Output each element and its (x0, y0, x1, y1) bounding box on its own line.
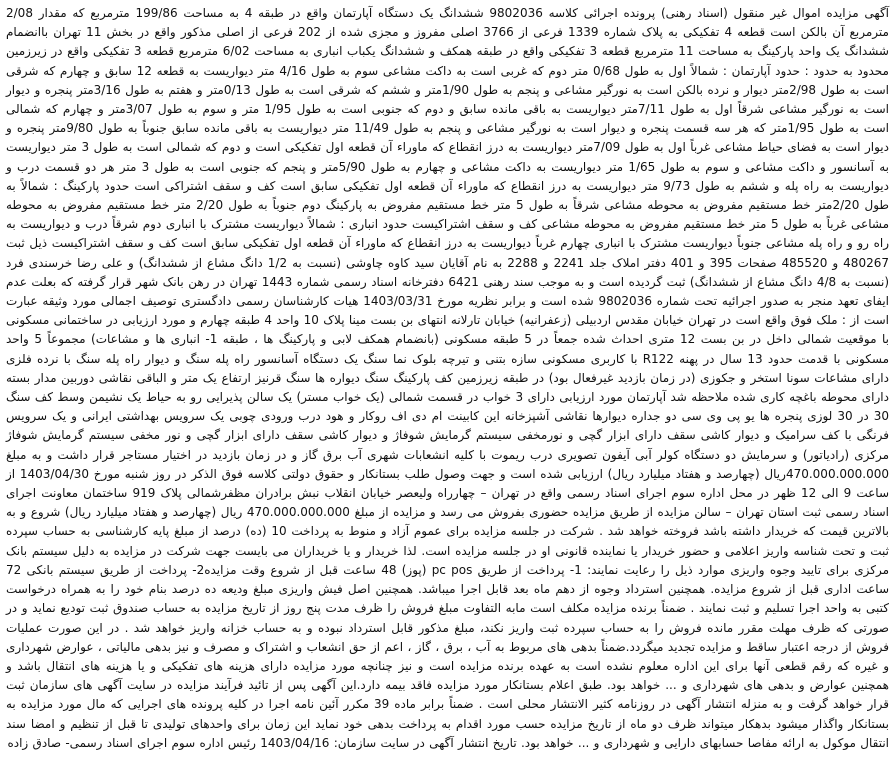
notice-body-text: آگهی مزایده اموال غیر منقول (اسناد رهنی) پرونده اجرائی کلاسه 9802036 ششدانگ یک دستگاه آپارتمان واقع در طبقه 4 به مساحت 199/86 مترمربع که مقدار 2/08 مترمربع آن بالکن است قطعه 4 تفکیکی به پلاک شماره 1339 فرعی از 3766 اصلی مفروز و مجزی شده از 202 فرعی از اصلی مذکور واقع در بخش 11 تهران باانضمام ششدانگ یک واحد پارکینگ به مساحت 11 مترمربع قطعه 3 تفکیکی واقع در طبقه همکف و ششدانگ یکباب انباری به مساحت 6/02 مترمربع قطعه 3 تفکیکی واقع در زیرزمین محدود به حدود : حدود آپارتمان : شمالاً اول به طول 0/68 متر دوم که غربی است به داکت مشاعی سوم به طول 4/16 متر دیواریست به قطعه 12 سابق و چهارم که شرقی است به طول 2/98متر دیوار و نرده بالکن است به نورگیر مشاعی و پنجم به طول 1/90متر و ششم که شرقی است به طول 0/13متر و هفتم به طول 3/16متر پنجره و دیوار است به نورگیر مشاعی شرقاً اول به طول 7/11متر دیواریست به باقی مانده سابق و دوم که جنوبی است به طول 1/95 متر و سوم به طول 3/07متر و چهارم که شمالی است به طول 1/95متر که هر سه قسمت پنجره و دیوار است به نورگیر مشاعی و پنجم به طول 11/49 متر دیواریست به باقی مانده سابق جنوباً به طول 9/80متر پنجره و دیوار است به فضای حیاط مشاعی غرباً اول به طول 7/09متر دیواریست به درز انقطاع که ماوراء آن قطعه اول تفکیکی است و دوم که شمالی است به طول 3 متر دیواریست به آسانسور و داکت مشاعی و سوم به طول 1/65 متر دیواریست به داکت مشاعی و چهارم به طول 5/90متر و پنجم که جنوبی است به طول 3 متر هر دو قسمت درب و دیواریست به راه پله و ششم به طول 9/73 متر دیواریست به درز انقطاع که ماوراء آن قطعه اول تفکیکی سابق است کف و سقف اشتراکی است حدود پارکینگ : شمالاً به طول 2/20متر خط مستقیم مفروض به محوطه مشاعی شرقاً به طول 5 متر خط مستقیم مفروض به پارکینگ دوم جنوباً به طول 2/20 متر خط مستقیم مفروض به محوطه مشاعی غرباً به طول 5 متر خط مستقیم مفروض به محوطه مشاعی کف و سقف اشتراکیست حدود انباری : شمالاً دیواریست مشترک با انباری دوم شرقاً درب و دیواریست به راه رو و راه پله مشاعی جنوباً دیواریست مشترک با انباری چهارم غرباً دیواریست به درز انقطاع که ماوراء آن قطعه اول تفکیکی سابق است کف و سقف اشتراکیست ذیل ثبت 480267 و 485520 صفحات 395 و 401 دفتر املاک جلد 2241 و 2288 به نام آقایان سید کاوه چاوشی (نسبت به 1/2 دانگ مشاع از ششدانگ) و علی رضا خرسندی فرد (نسبت به 4/8 دانگ مشاع از ششدانگ) ثبت گردیده است و به موجب سند رهنی 6421 دفترخانه اسناد رسمی شماره 1443 تهران در رهن بانک شهر قرار گرفته که بعلت عدم ایفای تعهد منجر به صدور اجرائیه تحت شماره 9802036 شده است و برابر نظریه مورخ 1403/03/31 هیات کارشناسان رسمی دادگستری توصیف اجمالی مورد وثیقه عبارت است از : ملک فوق واقع است در تهران خیابان مقدس اردبیلی (زعفرانیه) خیابان تارلانه انتهای بن بست مینا پلاک 10 واحد 4 طبقه چهارم و مورد ارزیابی در ساختمانی مسکونی با موقعیت شمالی داخل در بن بست 12 متری احداث شده جمعاً در 5 طبقه مسکونی (بانضمام همکف لابی و پارکینگ ها ، طبقه 1- انباری ها و مشاعات) مجموعاً 5 واحد مسکونی با قدمت حدود 13 سال در پهنه R122 با کاربری مسکونی سازه بتنی و تیرچه بلوک نما سنگ یک دستگاه آسانسور راه پله سنگ و دیوار راه پله سنگ با نرده فلزی دارای مشاعات سونا استخر و جکوزی (در زمان بازدید غیرفعال بود) در طبقه زیرزمین کف پارکینگ سنگ دیواره ها سنگ قرنیز ارتفاع یک متر و الباقی نقاشی دوربین مدار بسته دارای محوطه باغچه کاری شده ملاحظه شد آپارتمان مورد ارزیابی دارای 3 خواب در قسمت شمالی (یک خواب مستر) یک سالن پذیرایی رو به حیاط یک نشیمن وسط کف سنگ 30 در 30 لوزی پنجره ها یو پی وی سی دو جداره دیوارها نقاشی آشپزخانه این کابینت ام دی اف روکار و هود درب ورودی چوبی یک سرویس بهداشتی ایرانی و یک سرویس فرنگی با کف سرامیک و دیوار کاشی سقف دارای ابزار گچی و نورمخفی سیستم گرمایش شوفاژ و دیوار کاشی سقف دارای ابزار گچی و نور مخفی سیستم گرمایش شوفاژ مرکزی (رادیاتور) و سرمایش دو دستگاه کولر آبی آیفون تصویری درب ریموت با کلیه انشعابات شهری آب برق گاز و در زمان بازدید در اختیار مستاجر قرار داشت و به مبلغ 470.000.000.000ریال (چهارصد و هفتاد میلیارد ریال) ارزیابی شده است و جهت وصول طلب بستانکار و حقوق دولتی کلاسه فوق الذکر در روز شنبه مورخ 1403/04/30 از ساعت 9 الی 12 ظهر در محل اداره سوم اجرای اسناد رسمی واقع در تهران – چهارراه ولیعصر خیابان انقلاب نبش برادران مظفرشمالی پلاک 919 ساختمان معاونت اجرای اسناد رسمی ثبت استان تهران – سالن مزایده از طریق مزایده حضوری بفروش می رسد و مزایده از مبلغ 470.000.000.000 ریال (چهارصد و هفتاد میلیارد ریال) شروع و به بالاترین قیمت که خریدار داشته باشد فروخته خواهد شد . شرکت در جلسه مزایده برای عموم آزاد و منوط به پرداخت 10 (ده) درصد از مبلغ پایه کارشناسی به حساب سپرده ثبت و تحت شناسه واریز اعلامی و حضور خریدار یا نماینده قانونی او در جلسه مزایده است. لذا خریدار و یا خریداران می بایست جهت شرکت در مزایده به دلیل سیستم بانک مرکزی برای تایید وجوه واریزی موارد ذیل را رعایت نمایند: 1- پرداخت از طریق pc pos (پوز) 48 ساعت قبل از شروع وقت مزایده2- پرداخت از طریق سیستم بانکی 72 ساعت اداری قبل از شروع مزایده. همچنین استرداد وجوه از دهم ماه بعد قابل اجرا میباشد. همچنین اصل فیش واریزی مبلغ ودیعه ده درصد بنام خود را به همراه درخواست کتبی به واحد اجرا تسلیم و ثبت نمایند . ضمناً برنده مزایده مکلف است مابه التفاوت مبلغ فروش را ظرف مدت پنج روز از تاریخ مزایده به حساب صندوق ثبت تودیع نماید و در صورتی که ظرف مهلت مقرر مانده فروش را به حساب سپرده ثبت واریز نکند، مبلغ مذکور قابل استرداد نبوده و به حساب خزانه واریز خواهد شد . در این صورت عملیات فروش از درجه اعتبار ساقط و مزایده تجدید میگردد.ضمناً بدهی های مربوط به آب ، برق ، گاز ، اعم از حق انشعاب و اشتراک و مصرف و نیز بدهی مالیاتی ، عوارض شهرداری و غیره که رقم قطعی آنها برای این اداره معلوم نشده است به عهده برنده مزایده است و نیز چنانچه مورد مزایده دارای هزینه های تفکیکی و یا هزینه های انتقال باشد و همچنین عوارض و بدهی های شهرداری و ... خواهد بود. طبق اعلام بستانکار مورد مزایده فاقد بیمه دارد.این آگهی پس از تائید فرآیند مزایده در سایت آگهی های سازمان ثبت قرار خواهد گرفت و به منزله انتشار آگهی در روزنامه کثیر الانتشار محلی است . ضمناً برابر ماده 39 مکرر آئین نامه اجرا در کلیه پرونده های اجرایی که مال مورد مزایده به بستانکار واگذار میشود بدهکار میتواند ظرف دو ماه از تاریخ مزایده حسب مورد اقدام به پرداخت بدهی خود نماید این زمان برای واحدهای تولیدی تا قبل از تنظیم و امضا سند انتقال موکول به ارائه مفاصا حسابهای دارایی و شهرداری و ... خواهد بود. تاریخ انتشار آگهی در سایت سازمان: 1403/04/16 رئیس اداره سوم اجرای اسناد رسمی- صادق زاده (6, 6, 890, 750)
